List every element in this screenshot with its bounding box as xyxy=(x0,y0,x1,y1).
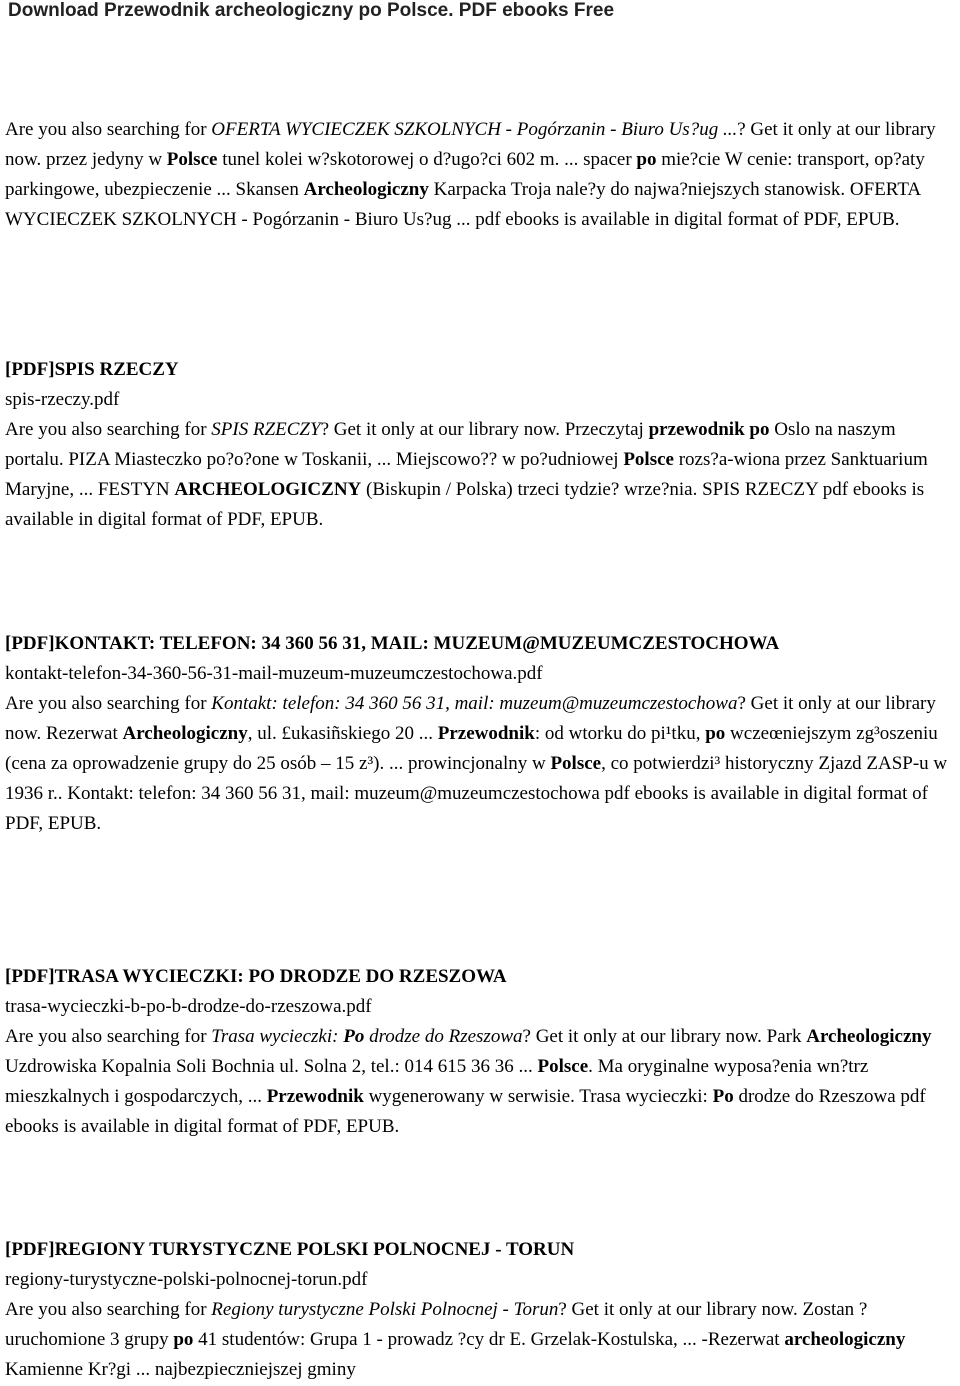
result-text: Are you also searching for xyxy=(5,419,212,440)
result-filename: spis-rzeczy.pdf xyxy=(5,389,120,410)
result-heading[interactable]: [PDF]SPIS RZECZY xyxy=(5,359,179,380)
result-keyword: po xyxy=(705,723,726,744)
result-keyword: Po xyxy=(712,1086,734,1107)
result-searched-title: Regiony turystyczne Polski Polnocnej - Torun xyxy=(211,1299,559,1320)
result-item xyxy=(5,1235,955,1385)
result-text: , co potwierdzi³ historyczny Zjazd ZASP-u w 1936 r.. Kontakt: telefon: 34 360 56 31, mail: muzeum@muzeumczestochowa pdf ebooks is available in digital format of PDF, EPUB. xyxy=(5,753,948,834)
result-filename: kontakt-telefon-34-360-56-31-mail-muzeum-muzeumczestochowa.pdf xyxy=(5,663,543,684)
result-text: drodze do Rzeszowa pdf ebooks is available in digital format of PDF, EPUB. xyxy=(5,1086,926,1137)
result-text: (Biskupin / Polska) trzeci tydzie? wrze?nia. SPIS RZECZY pdf ebooks is available in digital format of PDF, EPUB. xyxy=(5,479,925,530)
result-keyword: po xyxy=(173,1329,194,1350)
page-header xyxy=(0,0,960,26)
result-keyword: ARCHEOLOGICZNY xyxy=(174,479,362,500)
intro-text: Karpacka Troja nale?y do najwa?niejszych stanowisk. OFERTA WYCIECZEK SZKOLNYCH - Pogórzanin - Biuro Us?ug ... pdf ebooks is available in digital format of PDF, EPUB. xyxy=(5,179,921,230)
result-text: , ul. £ukasiñskiego 20 ... xyxy=(247,723,438,744)
result-text: Are you also searching for xyxy=(5,1026,212,1047)
result-searched-title-keyword: Po xyxy=(343,1026,365,1047)
result-keyword: Archeologiczny xyxy=(122,723,248,744)
result-text: ? Get it only at our library now. Zostan ? uruchomione 3 grupy xyxy=(5,1299,868,1350)
result-item xyxy=(5,355,955,535)
intro-keyword: po xyxy=(636,149,657,170)
result-filename: trasa-wycieczki-b-po-b-drodze-do-rzeszowa.pdf xyxy=(5,996,372,1017)
intro-text: mie?cie W cenie: transport, op?aty parkingowe, ubezpieczenie ... Skansen xyxy=(5,149,925,200)
intro-text: tunel kolei w?skotorowej o d?ugo?ci 602 m. ... spacer xyxy=(217,149,637,170)
result-text: : od wtorku do pi¹tku, xyxy=(534,723,706,744)
result-text: Oslo na naszym portalu. PIZA Miasteczko po?o?one w Toskanii, ... Miejscowo?? w po?udniowej xyxy=(5,419,896,470)
result-text: Uzdrowiska Kopalnia Soli Bochnia ul. Solna 2, tel.: 014 615 36 36 ... xyxy=(5,1056,538,1077)
page-title: Download Przewodnik archeologiczny po Polsce. PDF ebooks Free xyxy=(8,0,615,21)
result-text: Kamienne Kr?gi ... najbezpieczniejszej gminy xyxy=(5,1359,356,1380)
result-keyword: Archeologiczny xyxy=(806,1026,932,1047)
intro-text: Are you also searching for xyxy=(5,119,212,140)
result-heading[interactable]: [PDF]TRASA WYCIECZKI: PO DRODZE DO RZESZOWA xyxy=(5,966,507,987)
intro-searched-title: OFERTA WYCIECZEK SZKOLNYCH - Pogórzanin - Biuro Us?ug ... xyxy=(211,119,738,140)
result-text: wygenerowany w serwisie. Trasa wycieczki: xyxy=(363,1086,713,1107)
intro-keyword: Archeologiczny xyxy=(303,179,429,200)
intro-text: ? Get it only at our library now. przez jedyny w xyxy=(5,119,936,170)
result-text: rozs?a-wiona przez Sanktuarium Maryjne, ... FESTYN xyxy=(5,449,928,500)
result-keyword: Przewodnik xyxy=(437,723,535,744)
result-item xyxy=(5,962,955,1142)
result-text: 41 studentów: Grupa 1 - prowadz ?cy dr E. Grzelak-Kostulska, ... -Rezerwat xyxy=(193,1329,785,1350)
result-keyword: Przewodnik xyxy=(266,1086,364,1107)
result-item xyxy=(5,629,955,839)
result-keyword: Polsce xyxy=(537,1056,589,1077)
intro-paragraph xyxy=(5,115,955,235)
result-text: ? Get it only at our library now. Przeczytaj xyxy=(320,419,649,440)
result-text: ? Get it only at our library now. Rezerwat xyxy=(5,693,936,744)
result-text: Are you also searching for xyxy=(5,1299,212,1320)
result-searched-title: Kontakt: telefon: 34 360 56 31, mail: muzeum@muzeumczestochowa xyxy=(211,693,738,714)
result-searched-title: SPIS RZECZY xyxy=(211,419,321,440)
result-searched-title: Trasa wycieczki: xyxy=(211,1026,344,1047)
result-heading[interactable]: [PDF]REGIONY TURYSTYCZNE POLSKI POLNOCNEJ - TORUN xyxy=(5,1239,575,1260)
result-keyword: Polsce xyxy=(623,449,674,470)
result-keyword: po xyxy=(749,419,770,440)
result-filename: regiony-turystyczne-polski-polnocnej-torun.pdf xyxy=(5,1269,368,1290)
result-keyword: przewodnik xyxy=(648,419,745,440)
result-text: ? Get it only at our library now. Park xyxy=(522,1026,807,1047)
result-heading[interactable]: [PDF]KONTAKT: TELEFON: 34 360 56 31, MAIL: MUZEUM@MUZEUMCZESTOCHOWA xyxy=(5,633,780,654)
intro-keyword: Polsce xyxy=(166,149,218,170)
result-text: . Ma oryginalne wyposa?enia wn?trz mieszkalnych i gospodarczych, ... xyxy=(5,1056,869,1107)
result-text: wczeœniejszym zg³oszeniu (cena za oprowadzenie grupy do 25 osób – 15 z³). ... prowincjonalny w xyxy=(5,723,938,774)
result-keyword: Polsce xyxy=(550,753,602,774)
result-searched-title: drodze do Rzeszowa xyxy=(364,1026,523,1047)
result-text: Are you also searching for xyxy=(5,693,212,714)
result-keyword: archeologiczny xyxy=(784,1329,906,1350)
